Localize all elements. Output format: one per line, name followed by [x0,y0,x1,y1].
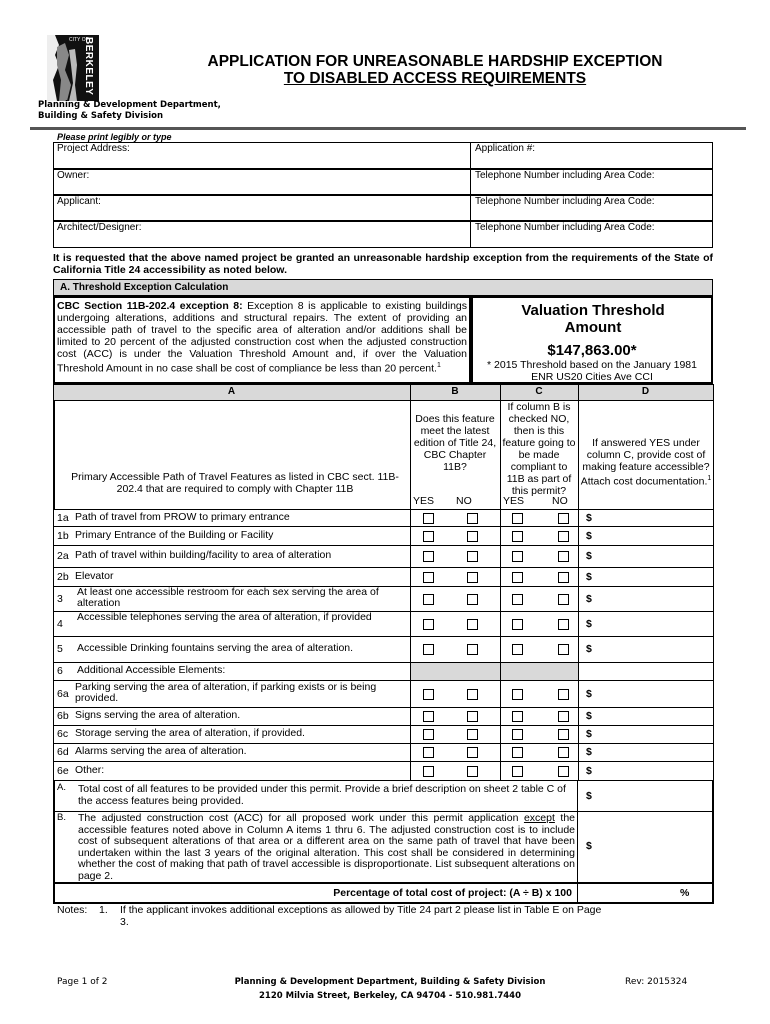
cost-dollar-sign: $ [586,728,592,740]
column-c-description: If column B is checked NO, then is this feature going to be made compliant to 11B as part of this permit? [502,401,576,497]
cbc-exception-text [57,300,467,375]
cost-dollar-sign: $ [586,550,592,562]
row-cell-d[interactable] [578,509,714,527]
info-label-right: Telephone Number including Area Code: [475,170,655,181]
logo-berkeley: BERKELEY [83,37,94,96]
total-a-letter: A. [57,782,66,793]
table-row [53,707,714,726]
checkbox-b-yes[interactable] [423,711,434,722]
department-line2: Building & Safety Division [38,111,163,121]
cbc-section-label: CBC Section 11B-202.4 exception 8: [57,300,243,312]
row-label: Accessible Drinking fountains serving the area of alteration. [77,642,354,654]
info-label-right: Telephone Number including Area Code: [475,196,655,207]
column-d-description [580,437,712,488]
info-field-2-left[interactable] [53,169,471,195]
row-cell-d[interactable] [578,545,714,568]
info-label-right: Application #: [475,143,536,154]
table-row [53,636,714,663]
table-row [53,761,714,781]
row-number: 6a [57,687,69,700]
checkbox-b-no[interactable] [467,747,478,758]
checkbox-c-yes[interactable] [512,513,523,524]
checkbox-c-no[interactable] [558,747,569,758]
cost-dollar-sign: $ [586,643,592,655]
row-number: 1b [57,529,69,542]
request-statement: It is requested that the above named project be granted an unreasonable hardship exception from the requirements of the State of California Title 24 accessibility as noted below. [53,252,713,276]
row-number: 5 [57,643,63,655]
row-number: 2a [57,550,69,562]
table-row [53,526,714,546]
row-number: 2b [57,570,69,583]
footnote-marker: 1 [707,475,712,482]
checkbox-b-no[interactable] [467,644,478,655]
row-label: Path of travel within building/facility to area of alteration [75,549,332,561]
header-divider [30,127,746,130]
total-a-value-cell[interactable] [577,780,714,812]
row-label: Parking serving the area of alteration, if parking exists or is being provided. [75,680,377,704]
row-cell-c [500,662,579,681]
column-b-description: Does this feature meet the latest edition of Title 24, CBC Chapter 11B? [413,413,497,473]
checkbox-c-no[interactable] [558,711,569,722]
total-b-letter: B. [57,812,66,823]
total-b-except: except [523,812,555,824]
row-cell-d[interactable] [578,680,714,708]
column-b-no-label: NO [456,495,472,507]
cost-dollar-sign: $ [586,746,592,758]
row-number: 6e [57,764,69,777]
column-d-text: If answered YES under column C, provide cost of making feature accessible? Attach cost documentation. [580,437,710,488]
row-label: Storage serving the area of alteration, if provided. [75,727,305,739]
checkbox-c-no[interactable] [558,619,569,630]
checkbox-c-no[interactable] [558,644,569,655]
row-label: Path of travel from PROW to primary entrance [75,510,290,523]
table-row [53,567,714,587]
row-number: 6c [57,728,69,740]
table-row [53,509,714,527]
table-row [53,680,714,708]
row-number: 3 [57,592,63,605]
checkbox-c-yes[interactable] [512,711,523,722]
cost-dollar-sign: $ [586,710,592,722]
info-label-left: Owner: [57,170,90,181]
checkbox-b-no[interactable] [467,513,478,524]
table-row [53,586,714,612]
row-label: At least one accessible restroom for each sex serving the area of alteration [77,585,379,609]
table-row [53,611,714,637]
info-label-left: Project Address: [57,143,130,154]
checkbox-b-yes[interactable] [423,766,434,777]
column-c-no-label: NO [552,495,568,507]
page-number: Page 1 of 2 [57,977,108,987]
page-title-line2: TO DISABLED ACCESS REQUIREMENTS [283,70,587,87]
notes-number: 1. [99,904,108,916]
cost-dollar-sign: $ [586,617,592,630]
row-cell-d[interactable] [578,586,714,612]
checkbox-c-no[interactable] [558,689,569,700]
info-field-3-left[interactable] [53,195,471,221]
department-line1: Planning & Development Department, [38,100,221,110]
row-number: 6b [57,710,69,722]
table-row [53,545,714,568]
checkbox-b-no[interactable] [467,594,478,605]
column-letter-d: D [641,386,650,397]
checkbox-b-no[interactable] [467,766,478,777]
row-label: Signs serving the area of alteration. [75,709,241,721]
page-title-line1: APPLICATION FOR UNREASONABLE HARDSHIP EXCEPTION [207,53,663,70]
instruction-text: Please print legibly or type [57,132,172,142]
checkbox-c-yes[interactable] [512,644,523,655]
table-row [53,725,714,744]
checkbox-c-no[interactable] [558,594,569,605]
checkbox-c-yes[interactable] [512,531,523,542]
footer-address: 2120 Milvia Street, Berkeley, CA 94704 - 510.981.7440 [259,991,521,1001]
checkbox-b-yes[interactable] [423,572,434,583]
checkbox-c-no[interactable] [558,729,569,740]
row-cell-d[interactable] [578,725,714,744]
cbc-section-body: Exception 8 is applicable to existing buildings undergoing alterations, additions and structural repairs. The extent of providing an accessible path of travel to the specific area of alteration and/or additions shall be limited to 20 percent of the adjusted construction cost when the adjusted construction cost (ACC) is under the Valuation Threshold Amount and, if over the Valuation Threshold Amount in no case shall be cost of compliance be less than 20 percent. [57,300,467,375]
checkbox-b-no[interactable] [467,729,478,740]
notes-label: Notes: [57,904,88,916]
checkbox-b-yes[interactable] [423,513,434,524]
checkbox-b-no[interactable] [467,531,478,542]
total-b-text [78,813,575,882]
checkbox-b-yes[interactable] [423,551,434,562]
info-label-right: Telephone Number including Area Code: [475,222,655,233]
section-a-header [53,279,713,296]
checkbox-c-yes[interactable] [512,594,523,605]
checkbox-c-yes[interactable] [512,747,523,758]
row-cell-d[interactable] [578,707,714,726]
cost-dollar-sign: $ [586,592,592,605]
column-letter-c: C [535,386,543,397]
row-label: Other: [75,763,105,776]
footnote-marker: 1 [436,362,441,369]
checkbox-b-yes[interactable] [423,747,434,758]
row-number: 4 [57,617,63,630]
checkbox-b-no[interactable] [467,711,478,722]
checkbox-c-no[interactable] [558,551,569,562]
row-label: Elevator [75,569,114,582]
row-number: 1a [57,511,69,524]
total-a-dollar: $ [586,790,592,802]
total-b-text-pre: The adjusted construction cost (ACC) for all proposed work under this permit application [78,812,524,824]
row-cell-d[interactable] [578,567,714,587]
info-label-left: Applicant: [57,196,101,207]
checkbox-b-no[interactable] [467,551,478,562]
column-letter-b: B [451,386,459,397]
column-a-description: Primary Accessible Path of Travel Features as listed in CBC sect. 11B-202.4 that are required to comply with Chapter 11B [71,471,399,495]
checkbox-b-no[interactable] [467,619,478,630]
row-label: Alarms serving the area of alteration. [75,745,247,757]
row-cell-d[interactable] [578,761,714,781]
checkbox-b-yes[interactable] [423,644,434,655]
checkbox-b-yes[interactable] [423,531,434,542]
checkbox-c-no[interactable] [558,531,569,542]
total-b-dollar: $ [586,840,592,852]
cost-dollar-sign: $ [586,570,592,583]
logo-city-of: CITY OF [69,37,89,43]
table-row [53,743,714,762]
cost-dollar-sign: $ [586,511,592,524]
section-a-title: A. Threshold Exception Calculation [60,282,229,293]
checkbox-c-yes[interactable] [512,729,523,740]
checkbox-b-yes[interactable] [423,594,434,605]
row-label: Primary Entrance of the Building or Facility [75,528,274,541]
total-b-value-cell[interactable] [577,811,714,883]
row-cell-d[interactable] [578,611,714,637]
footer-department: Planning & Development Department, Building & Safety Division [234,977,546,987]
cost-dollar-sign: $ [586,687,592,700]
checkbox-b-no[interactable] [467,689,478,700]
row-label: Accessible telephones serving the area of alteration, if provided [77,610,372,623]
city-of-berkeley-logo [47,35,99,101]
percent-sign: % [680,887,690,899]
checkbox-c-no[interactable] [558,766,569,777]
row-cell-d[interactable] [578,743,714,762]
row-cell-d [578,662,714,681]
valuation-amount: $147,863.00* [547,342,637,359]
valuation-note: * 2015 Threshold based on the January 1981 ENR US20 Cities Ave CCI [487,359,697,383]
table-row [53,662,714,681]
row-label: Additional Accessible Elements: [77,664,226,676]
checkbox-c-yes[interactable] [512,766,523,777]
valuation-threshold-box [471,296,713,384]
checkbox-c-yes[interactable] [512,689,523,700]
valuation-title: Valuation Threshold Amount [521,302,665,336]
row-cell-d[interactable] [578,526,714,546]
checkbox-b-yes[interactable] [423,619,434,630]
cost-dollar-sign: $ [586,529,592,542]
column-b-yes-label: YES [413,495,435,507]
info-label-left: Architect/Designer: [57,222,142,233]
checkbox-b-yes[interactable] [423,729,434,740]
row-number: 6 [57,665,63,677]
percentage-value-cell[interactable] [577,882,714,904]
column-c-yes-label: YES [503,495,525,507]
checkbox-c-no[interactable] [558,572,569,583]
total-a-text: Total cost of all features to be provided under this permit. Provide a brief description on sheet 2 table C of the access features being provided. [78,783,566,807]
revision: Rev: 2015324 [625,977,688,987]
checkbox-c-yes[interactable] [512,551,523,562]
total-b-text-post: the accessible features noted above in Column A items 1 thru 6. The adjusted construction cost is to include cost of subsequent alterations of that area or a different area on the same path of travel that have been undertaken within the last 3 years of the original alteration. This cost shall be considered in determining whether the cost of making that path of travel accessible is disproportionate. List subsequent alterations on page 2. [78,812,575,882]
checkbox-c-yes[interactable] [512,619,523,630]
checkbox-b-yes[interactable] [423,689,434,700]
checkbox-b-no[interactable] [467,572,478,583]
cost-dollar-sign: $ [586,764,592,777]
cbc-exception-box [53,296,471,384]
column-letter-a: A [227,386,236,397]
notes-text: If the applicant invokes additional exceptions as allowed by Title 24 part 2 please list in Table E on Page 3. [120,904,602,928]
percentage-label: Percentage of total cost of project: (A ÷ B) x 100 [333,887,572,899]
checkbox-c-no[interactable] [558,513,569,524]
row-cell-d[interactable] [578,636,714,663]
row-number: 6d [57,746,69,758]
checkbox-c-yes[interactable] [512,572,523,583]
